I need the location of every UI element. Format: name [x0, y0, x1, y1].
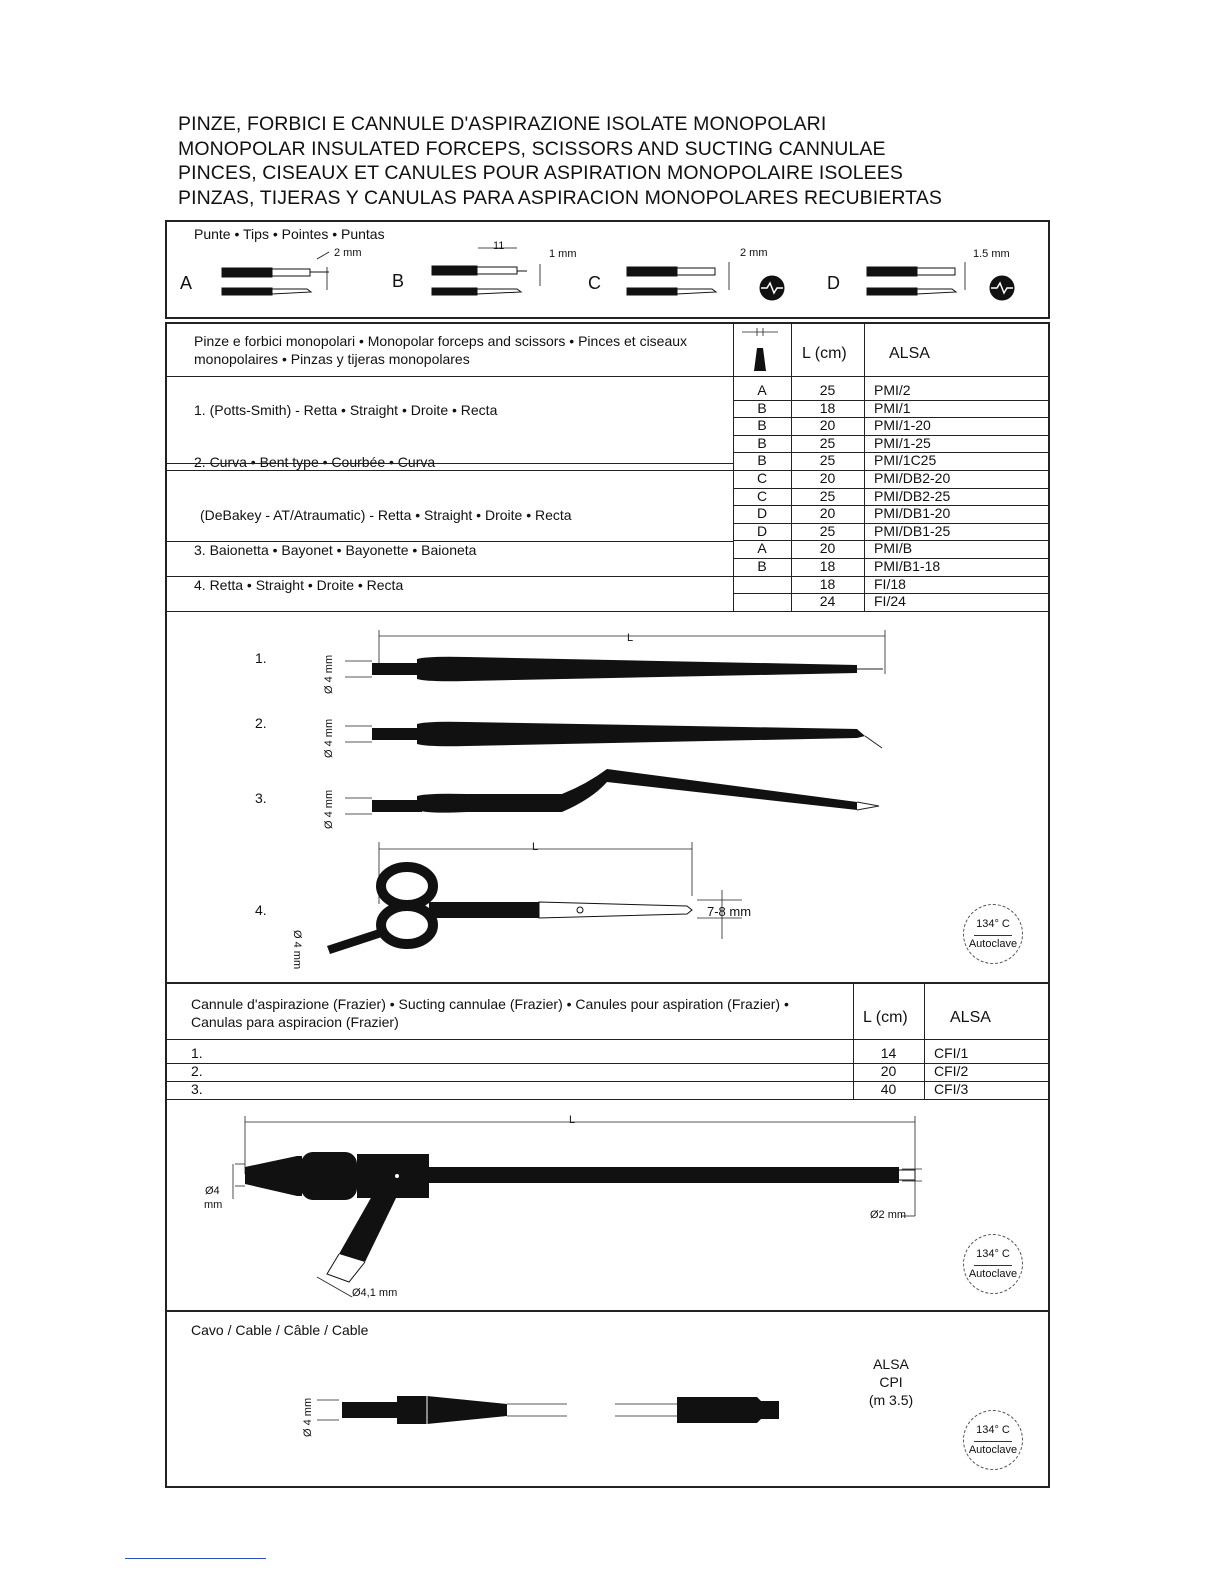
forceps-row-code: PMI/DB2-25 [874, 487, 951, 504]
cannula-drawing [167, 984, 1052, 1314]
tip-d-dim: 1.5 mm [973, 248, 1010, 260]
forceps-row-length: 18 [819, 399, 836, 416]
drawing-label-3: 3. [255, 790, 267, 806]
forceps-row-length: 20 [819, 505, 836, 522]
tip-letter-a: A [180, 273, 193, 293]
forceps-row-length: 25 [819, 434, 836, 451]
cannulae-row-num: 1. [191, 1045, 203, 1061]
title-french: PINCES, CISEAUX ET CANULES POUR ASPIRATION MONOPOLAIRE ISOLEES [178, 162, 903, 184]
cannulae-row-code: CFI/1 [934, 1045, 969, 1061]
tip-letter-b: B [392, 271, 405, 291]
forceps-row-tip: D [756, 505, 768, 522]
forceps-col-length: L (cm) [802, 345, 847, 362]
forceps-row-tip: C [756, 470, 768, 486]
forceps-group-1: 1. (Potts-Smith) - Retta • Straight • Droite • Recta [194, 402, 498, 418]
tip-letter-c: C [588, 273, 601, 293]
tip-b-drawing [432, 248, 540, 295]
forceps-row-code: PMI/B1-18 [874, 558, 941, 574]
forceps-section [165, 322, 1050, 984]
cannulae-row-code: CFI/3 [934, 1080, 969, 1097]
forceps-row-length: 18 [819, 575, 836, 592]
cannula-d-branch: Ø4,1 mm [352, 1287, 398, 1299]
footnote-rule [125, 1558, 266, 1559]
forceps-group-debakey: (DeBakey - AT/Atraumatic) - Retta • Straight • Droite • Recta [200, 507, 572, 523]
cannulae-row-num: 2. [191, 1062, 203, 1079]
forceps-row-length: 25 [819, 382, 836, 398]
title-italian: PINZE, FORBICI E CANNULE D'ASPIRAZIONE ISOLATE MONOPOLARI [178, 113, 827, 135]
cannulae-section [165, 982, 1050, 1312]
forceps-row-length: 18 [819, 558, 836, 574]
forceps-header-line1: Pinze e forbici monopolari • Monopolar forceps and scissors • Pinces et ciseaux [194, 333, 688, 349]
forceps-col-code: ALSA [889, 345, 930, 362]
forceps-row-length: 24 [819, 593, 836, 610]
cannula-d-left-1: Ø4 [205, 1185, 220, 1197]
cannulae-row-num: 3. [191, 1080, 203, 1097]
forceps-row-code: PMI/B [874, 540, 913, 557]
forceps-row-code: PMI/DB2-20 [874, 470, 951, 486]
drawing-label-1: 1. [255, 650, 267, 666]
forceps-row-tip: B [757, 399, 767, 416]
cable-diameter: Ø 4 mm [302, 1397, 314, 1437]
forceps-row-code: FI/18 [874, 575, 906, 592]
diameter-label-4: Ø 4 mm [291, 930, 303, 970]
autoclave-badge-2: 134° C Autoclave [963, 1234, 1023, 1294]
forceps-row-tip: B [757, 417, 767, 434]
forceps-row-code: PMI/DB1-25 [874, 522, 951, 539]
tips-drawing [167, 222, 1052, 321]
cannulae-col-length: L (cm) [863, 1009, 908, 1026]
forceps-row-tip: B [757, 434, 767, 451]
tip-a-dim: 2 mm [334, 247, 362, 259]
forceps-row-length: 20 [819, 540, 836, 557]
cable-length: (m 3.5) [868, 1392, 914, 1408]
cannula-d-right: Ø2 mm [870, 1209, 907, 1221]
cannula-length-mark: L [569, 1114, 576, 1126]
forceps-group-3: 3. Baionetta • Bayonet • Bayonette • Baioneta [194, 542, 477, 558]
forceps-header-line2: monopolaires • Pinzas y tijeras monopolares [194, 351, 470, 367]
title-spanish: PINZAS, TIJERAS Y CANULAS PARA ASPIRACION MONOPOLARES RECUBIERTAS [178, 186, 942, 209]
tips-heading: Punte • Tips • Pointes • Puntas [194, 226, 385, 242]
forceps-row-code: PMI/1 [874, 399, 911, 416]
cannulae-row-length: 40 [880, 1080, 897, 1097]
drawing-label-4: 4. [255, 902, 267, 918]
tip-c-drawing [627, 262, 784, 300]
forceps-row-length: 20 [819, 470, 836, 486]
forceps-row-code: PMI/1-25 [874, 434, 931, 451]
cannulae-header-line2: Canulas para aspiracion (Frazier) [191, 1014, 399, 1030]
cable-code-label: ALSA [873, 1356, 909, 1372]
forceps-row-tip: A [757, 382, 767, 398]
cannulae-row-code: CFI/2 [934, 1062, 969, 1079]
forceps-group-2: 2. Curva • Bent type • Courbée • Curva [194, 454, 436, 470]
forceps-row-tip: D [756, 522, 768, 539]
forceps-row-code: PMI/2 [874, 382, 911, 398]
cannulae-col-code: ALSA [950, 1009, 991, 1026]
diameter-label-2: Ø 4 mm [323, 718, 335, 758]
tip-letter-d: D [827, 273, 840, 293]
cable-heading: Cavo / Cable / Câble / Cable [191, 1322, 369, 1338]
forceps-group-4: 4. Retta • Straight • Droite • Recta [194, 577, 404, 593]
forceps-row-tip: B [757, 558, 767, 574]
forceps-row-code: PMI/1-20 [874, 417, 931, 434]
forceps-row-tip: B [757, 452, 767, 469]
tip-a-drawing [222, 252, 329, 295]
forceps-row-length: 20 [819, 417, 836, 434]
forceps-row-length: 25 [819, 452, 836, 469]
forceps-row-code: PMI/DB1-20 [874, 505, 951, 522]
forceps-row-length: 25 [819, 522, 836, 539]
cable-section [165, 1310, 1050, 1488]
tip-d-drawing [867, 262, 1014, 300]
forceps-row-length: 25 [819, 487, 836, 504]
cannula-d-left-2: mm [204, 1199, 223, 1211]
cannulae-row-length: 20 [880, 1062, 897, 1079]
forceps-row-tip: C [756, 487, 768, 504]
tips-box [165, 220, 1050, 319]
diameter-label-3: Ø 4 mm [323, 789, 335, 829]
cannulae-header-line1: Cannule d'aspirazione (Frazier) • Sucting cannulae (Frazier) • Canules pour aspiration (Frazier) • [191, 996, 789, 1012]
cannulae-row-length: 14 [880, 1045, 897, 1061]
scissor-dim: 7-8 mm [707, 904, 752, 919]
tip-b-dim: 1 mm [549, 248, 577, 260]
forceps-row-code: PMI/1C25 [874, 452, 937, 469]
document-titles [178, 112, 942, 210]
tip-b-dim2: 11 [493, 240, 505, 252]
title-english: MONOPOLAR INSULATED FORCEPS, SCISSORS AND SUCTING CANNULAE [178, 137, 886, 160]
drawing-label-2: 2. [255, 715, 267, 731]
forceps-drawings [167, 324, 1052, 986]
autoclave-badge-3: 134° C Autoclave [963, 1410, 1023, 1470]
length-mark-4: L [532, 841, 539, 853]
cable-code: CPI [879, 1374, 903, 1390]
cable-drawing [167, 1312, 1052, 1490]
autoclave-badge-1: 134° C Autoclave [963, 904, 1023, 964]
diameter-label-1: Ø 4 mm [323, 654, 335, 694]
forceps-row-tip: A [757, 540, 767, 557]
length-mark-1: L [627, 632, 634, 644]
forceps-row-code: FI/24 [874, 593, 906, 610]
tip-c-dim: 2 mm [740, 247, 768, 259]
